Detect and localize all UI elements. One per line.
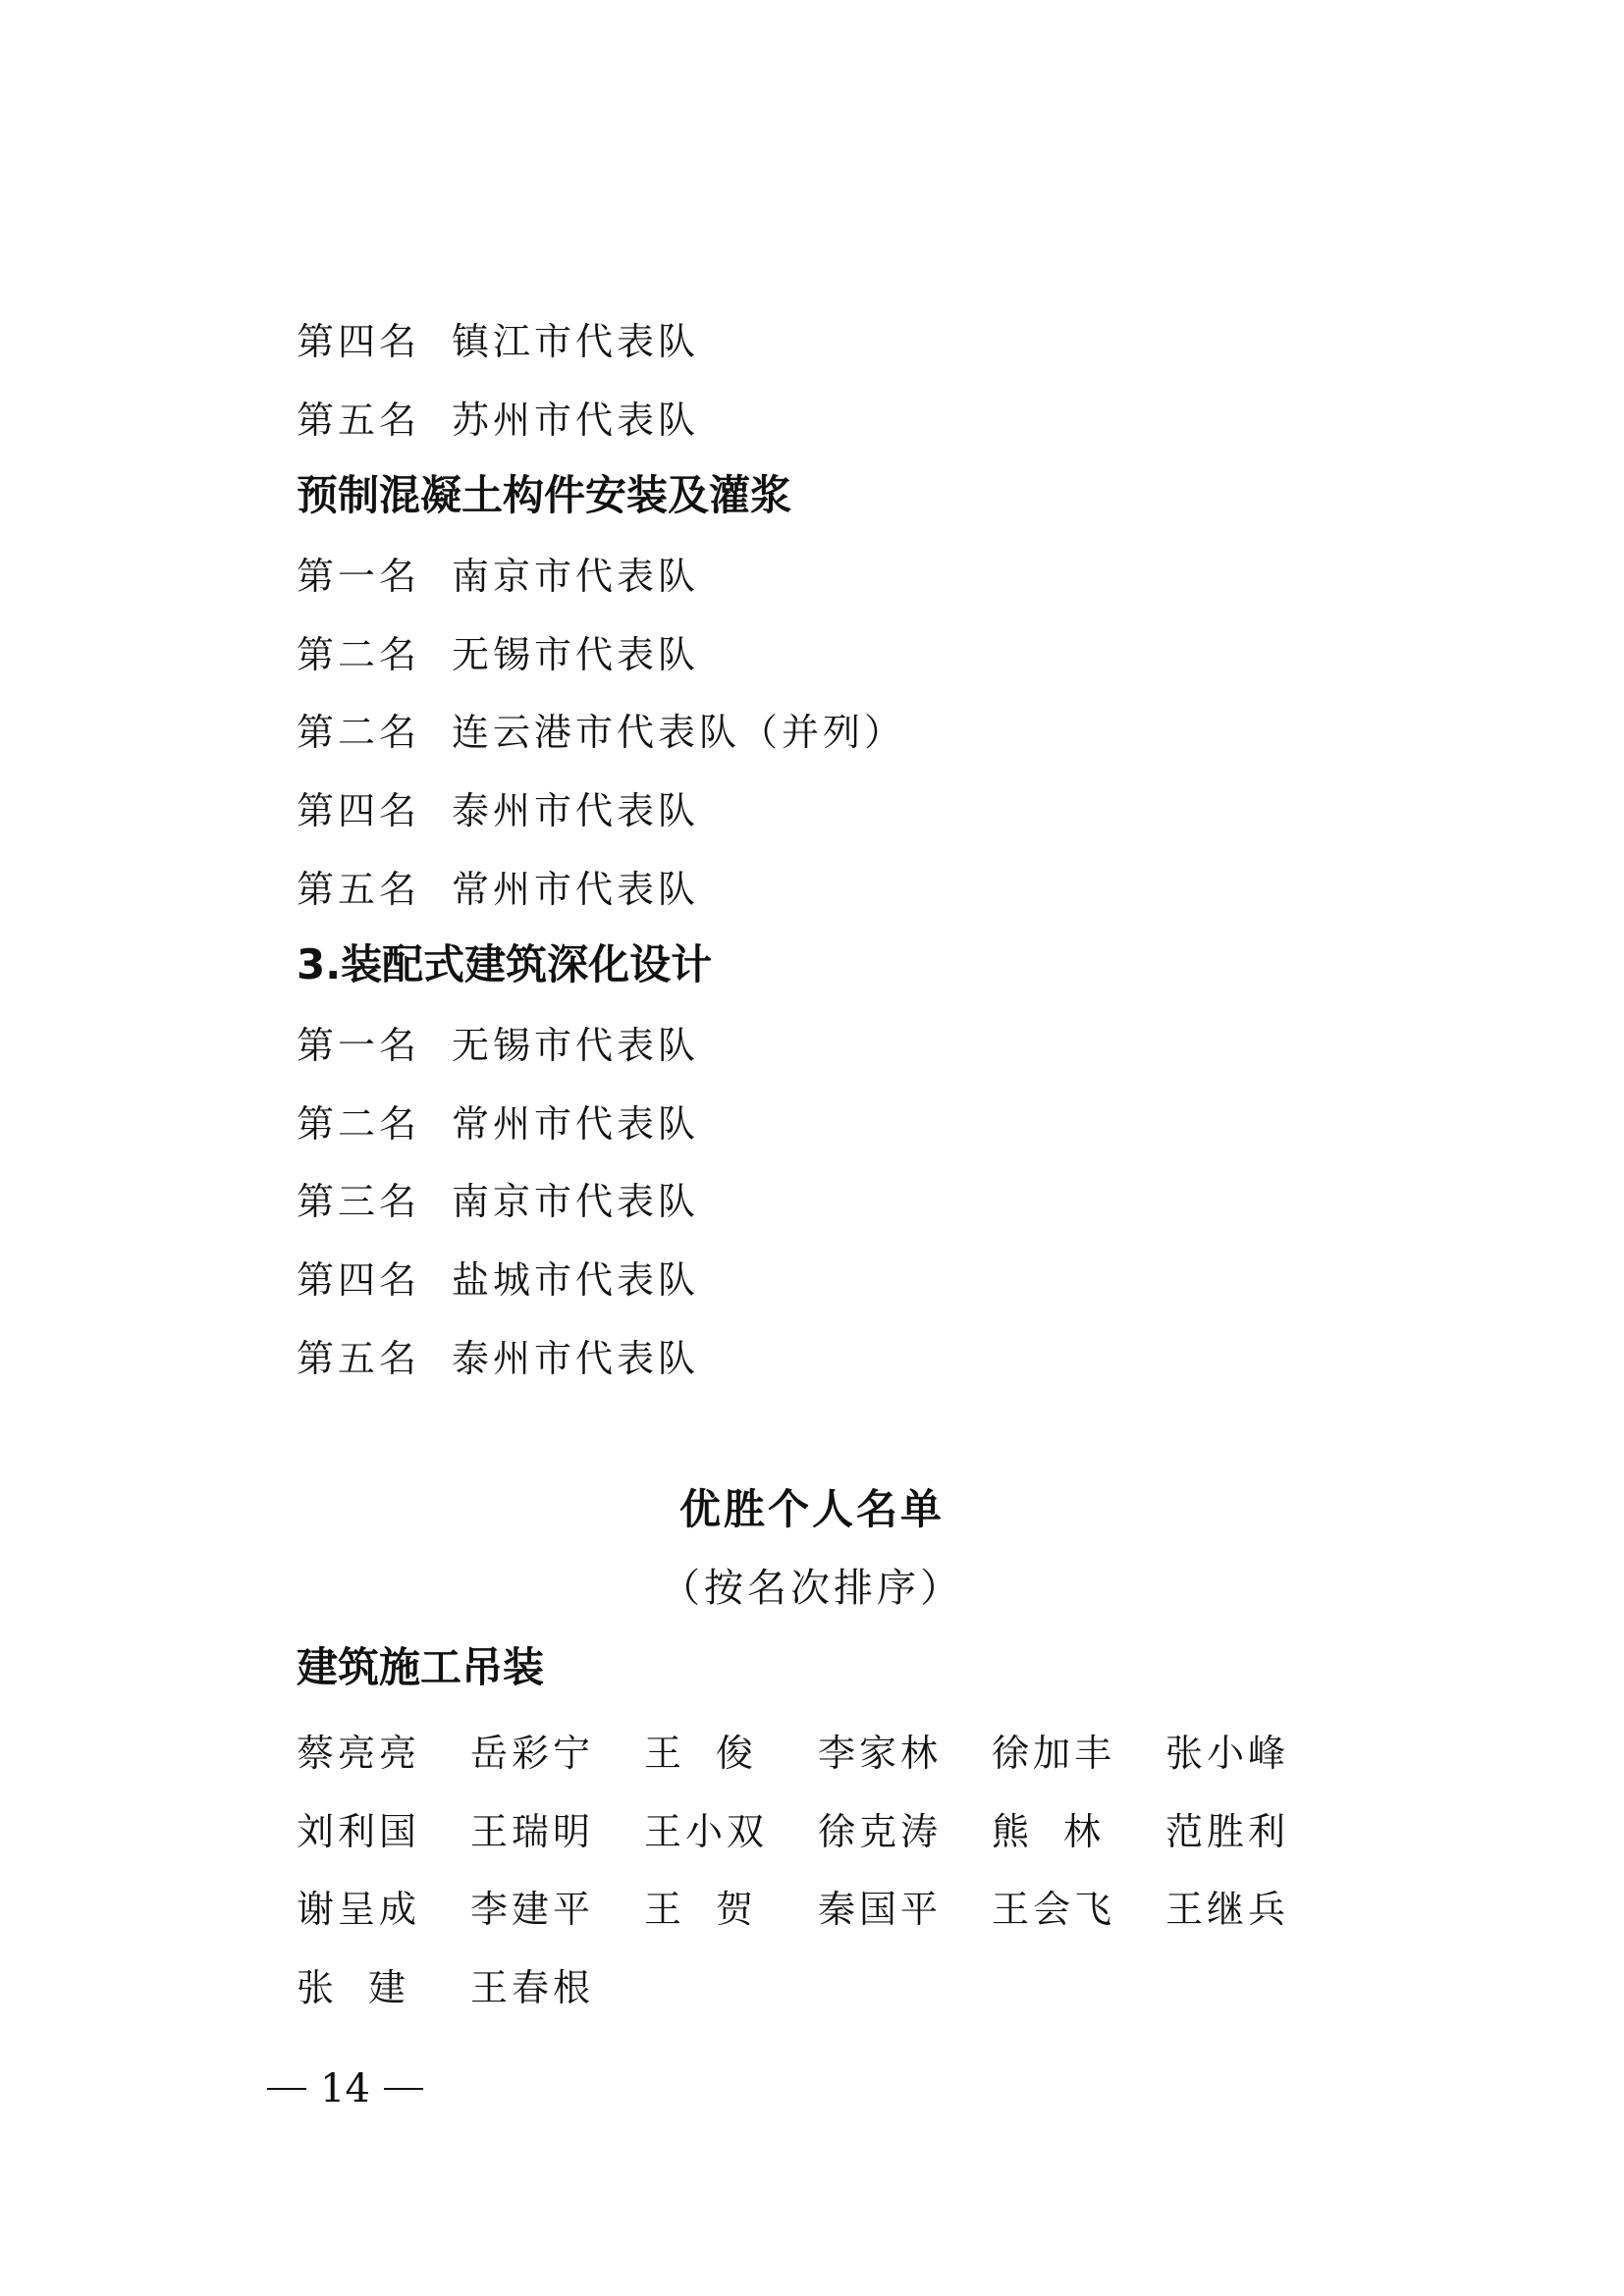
category-heading: 建筑施工吊装 xyxy=(297,1643,545,1691)
footer-dash-left xyxy=(267,2088,306,2090)
team-name: 镇江市代表队 xyxy=(452,319,700,363)
person-name: 王 贺 xyxy=(644,1887,757,1931)
team-name: 常州市代表队 xyxy=(452,867,700,911)
ranking-row xyxy=(297,1325,699,1384)
person-name: 谢呈成 xyxy=(297,1887,421,1931)
ranking-row xyxy=(297,699,905,758)
ranking-row xyxy=(297,543,699,602)
ranking-row xyxy=(297,1247,699,1306)
person-name: 岳彩宁 xyxy=(470,1731,595,1775)
person-name: 范胜利 xyxy=(1165,1809,1290,1853)
team-name: 南京市代表队 xyxy=(452,1179,700,1223)
person-name: 李家林 xyxy=(818,1731,943,1775)
person-name: 李建平 xyxy=(470,1887,595,1931)
person-name: 张小峰 xyxy=(1165,1731,1290,1775)
rank-label: 第二名 xyxy=(297,1101,421,1146)
person-name: 王会飞 xyxy=(992,1887,1116,1931)
team-name: 无锡市代表队 xyxy=(452,1023,700,1067)
rank-label: 第五名 xyxy=(297,398,421,442)
person-name: 秦国平 xyxy=(818,1887,943,1931)
rank-label: 第四名 xyxy=(297,788,421,832)
rank-label: 第四名 xyxy=(297,319,421,363)
ranking-row xyxy=(297,777,699,836)
individuals-subtitle: （按名次排序） xyxy=(661,1566,963,1611)
person-name: 熊 林 xyxy=(992,1809,1105,1853)
ranking-row xyxy=(297,308,699,367)
person-name: 王 俊 xyxy=(644,1731,757,1775)
team-name: 常州市代表队 xyxy=(452,1101,700,1146)
ranking-row xyxy=(297,621,699,680)
page-number: 14 xyxy=(320,2066,370,2111)
team-name: 泰州市代表队 xyxy=(452,788,700,832)
section-heading: 预制混凝土构件安装及灌浆 xyxy=(297,471,792,519)
rank-label: 第五名 xyxy=(297,1336,421,1380)
team-name: 泰州市代表队 xyxy=(452,1336,700,1380)
person-name: 王小双 xyxy=(644,1809,769,1853)
team-name: 盐城市代表队 xyxy=(452,1257,700,1302)
rank-label: 第一名 xyxy=(297,1023,421,1067)
page-footer xyxy=(253,2059,437,2118)
ranking-row xyxy=(297,387,699,446)
person-name: 刘利国 xyxy=(297,1809,421,1853)
person-name: 王春根 xyxy=(470,1965,595,2009)
rank-label: 第二名 xyxy=(297,632,421,676)
person-name: 王继兵 xyxy=(1165,1887,1290,1931)
person-name: 徐克涛 xyxy=(818,1809,943,1853)
ranking-row xyxy=(297,1091,699,1149)
footer-dash-right xyxy=(384,2088,423,2090)
person-name: 徐加丰 xyxy=(992,1731,1116,1775)
rank-label: 第一名 xyxy=(297,554,421,598)
ranking-row xyxy=(297,1168,699,1227)
team-name: 无锡市代表队 xyxy=(452,632,700,676)
rank-label: 第二名 xyxy=(297,710,421,754)
team-name: 苏州市代表队 xyxy=(452,398,700,442)
team-name: 连云港市代表队（并列） xyxy=(452,710,906,754)
team-name: 南京市代表队 xyxy=(452,554,700,598)
ranking-row xyxy=(297,856,699,915)
rank-label: 第四名 xyxy=(297,1257,421,1302)
rank-label: 第三名 xyxy=(297,1179,421,1223)
person-name: 蔡亮亮 xyxy=(297,1731,421,1775)
section-heading: 3.装配式建筑深化设计 xyxy=(297,940,713,988)
ranking-row xyxy=(297,1012,699,1071)
individuals-title: 优胜个人名单 xyxy=(678,1485,945,1533)
person-name: 王瑞明 xyxy=(470,1809,595,1853)
person-name: 张 建 xyxy=(297,1965,409,2009)
rank-label: 第五名 xyxy=(297,867,421,911)
